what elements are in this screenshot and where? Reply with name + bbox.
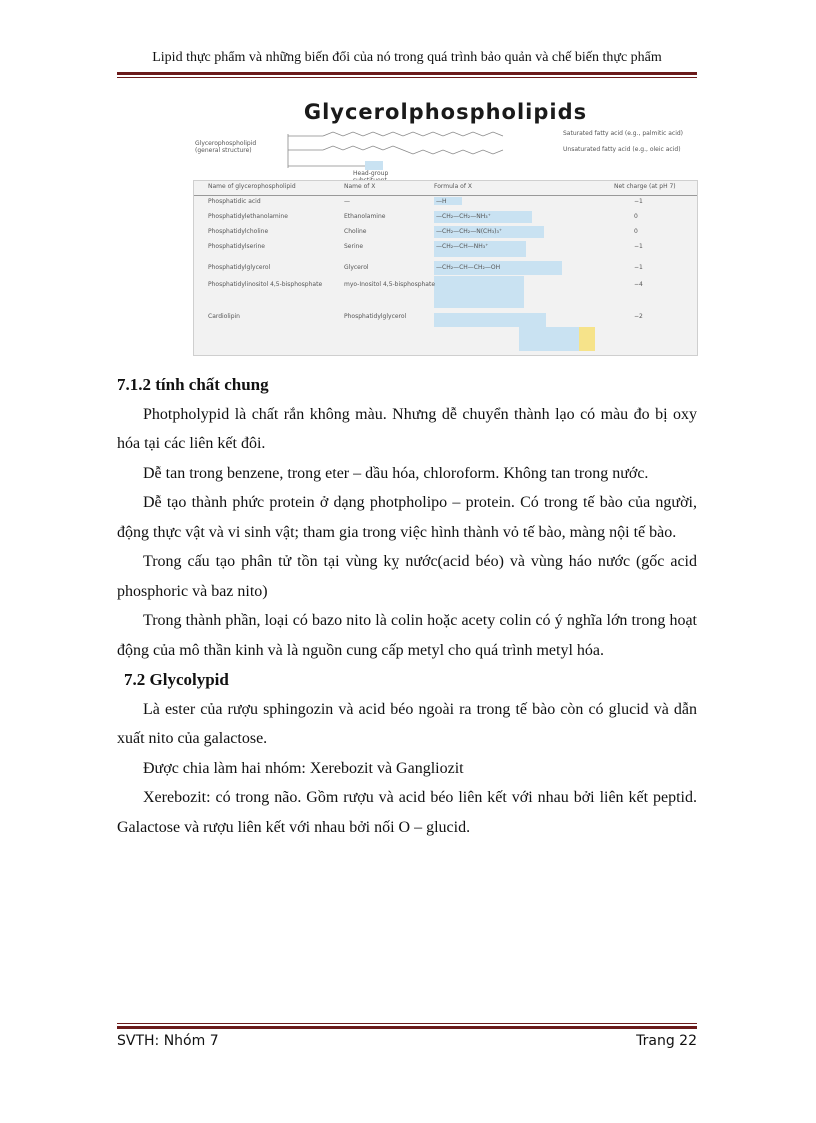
- footer-rule: [117, 1023, 697, 1029]
- row-name: Phosphatidylinositol 4,5-bisphosphate: [208, 281, 323, 288]
- glycerophospholipid-table: [193, 180, 698, 356]
- column-header: Formula of X: [434, 183, 472, 190]
- row-charge: 0: [634, 228, 638, 235]
- row-charge: 0: [634, 213, 638, 220]
- row-charge: −1: [634, 198, 643, 205]
- headgroup-label: Head-group: [353, 170, 389, 177]
- row-formula: —CH₂—CH—NH₃⁺: [436, 243, 489, 250]
- row-name: Phosphatidic acid: [208, 198, 261, 205]
- column-header: Name of X: [344, 183, 376, 190]
- row-charge: −4: [634, 281, 643, 288]
- page-header: Lipid thực phẩm và những biến đổi của nó trong quá trình bảo quản và chế biến thực phẩm: [152, 50, 662, 65]
- row-charge: −2: [634, 313, 643, 320]
- row-name: Cardiolipin: [208, 313, 240, 320]
- cardiolipin-fatty-acid: [579, 327, 595, 351]
- row-formula: —CH₂—CH₂—NH₃⁺: [436, 213, 491, 220]
- inositol-structure: [434, 276, 524, 308]
- row-formula: —CH₂—CH—CH₂—OH: [436, 264, 501, 271]
- paragraph: Photpholypid là chất rắn không màu. Nhưng dễ chuyển thành lạo có màu đo bị oxy hóa tại các liên kết đôi.: [117, 405, 697, 452]
- section-heading: 7.1.2 tính chất chung: [117, 375, 269, 394]
- paragraph: Là ester của rượu sphingozin và acid béo ngoài ra trong tế bào còn có glucid và dẫn xuất nito của galactose.: [117, 700, 697, 747]
- row-name: Phosphatidylserine: [208, 243, 265, 250]
- footer-author: SVTH: Nhóm 7: [117, 1033, 219, 1049]
- paragraph: Dễ tạo thành phức protein ở dạng photpholipo – protein. Có trong tế bào của người, động thực vật và vi sinh vật; tham gia trong việc hình thành vỏ tế bào, màng nội tế bào.: [117, 494, 697, 541]
- row-name: Phosphatidylglycerol: [208, 264, 271, 271]
- paragraph: Dễ tan trong benzene, trong eter – dầu hóa, chloroform. Không tan trong nước.: [143, 464, 649, 482]
- row-x: Glycerol: [344, 264, 369, 271]
- glycerophospholipid-figure: [193, 98, 698, 357]
- paragraph: Được chia làm hai nhóm: Xerebozit và Gangliozit: [143, 759, 464, 777]
- row-charge: −1: [634, 264, 643, 271]
- row-x: Choline: [344, 228, 367, 235]
- row-name: Phosphatidylethanolamine: [208, 213, 288, 220]
- row-x: Ethanolamine: [344, 213, 386, 220]
- column-header: Name of glycerophospholipid: [208, 183, 296, 190]
- page-content: [117, 370, 697, 842]
- header-rule: [117, 72, 697, 78]
- page-number: Trang 22: [636, 1033, 697, 1049]
- row-formula: —CH₂—CH₂—N(CH₃)₃⁺: [436, 228, 503, 235]
- row-formula: —H: [436, 198, 447, 205]
- figure-title: Glycerolphospholipids: [303, 100, 588, 124]
- row-charge: −1: [634, 243, 643, 250]
- row-x: Phosphatidylglycerol: [344, 313, 407, 320]
- row-x: Serine: [344, 243, 364, 250]
- column-header: Net charge (at pH 7): [614, 183, 676, 190]
- row-x: myo-Inositol 4,5-bisphosphate: [344, 281, 436, 288]
- unsaturated-label: Unsaturated fatty acid (e.g., oleic acid): [563, 146, 681, 153]
- row-x: —: [344, 198, 350, 205]
- table-header: [194, 181, 697, 196]
- paragraph: Xerebozit: có trong não. Gồm rượu và acid béo liên kết với nhau bởi liên kết peptid. Galactose và rượu liên kết với nhau bởi nối O – glucid.: [117, 789, 697, 836]
- saturated-label: Saturated fatty acid (e.g., palmitic acid): [563, 130, 684, 137]
- paragraph: Trong cấu tạo phân tử tồn tại vùng kỵ nước(acid béo) và vùng háo nước (gốc acid phosphoric và baz nito): [117, 553, 697, 600]
- row-name: Phosphatidylcholine: [208, 228, 269, 235]
- paragraph: Trong thành phần, loại có bazo nito là colin hoặc acety colin có ý nghĩa lớn trong hoạt động của mô thần kinh và là nguồn cung cấp metyl cho quá trình metyl hóa.: [117, 612, 697, 659]
- cardiolipin-structure: [434, 313, 546, 327]
- general-structure: [193, 128, 698, 176]
- structure-label: Glycerophospholipid (general structure): [195, 140, 257, 154]
- section-heading: 7.2 Glycolypid: [124, 670, 229, 689]
